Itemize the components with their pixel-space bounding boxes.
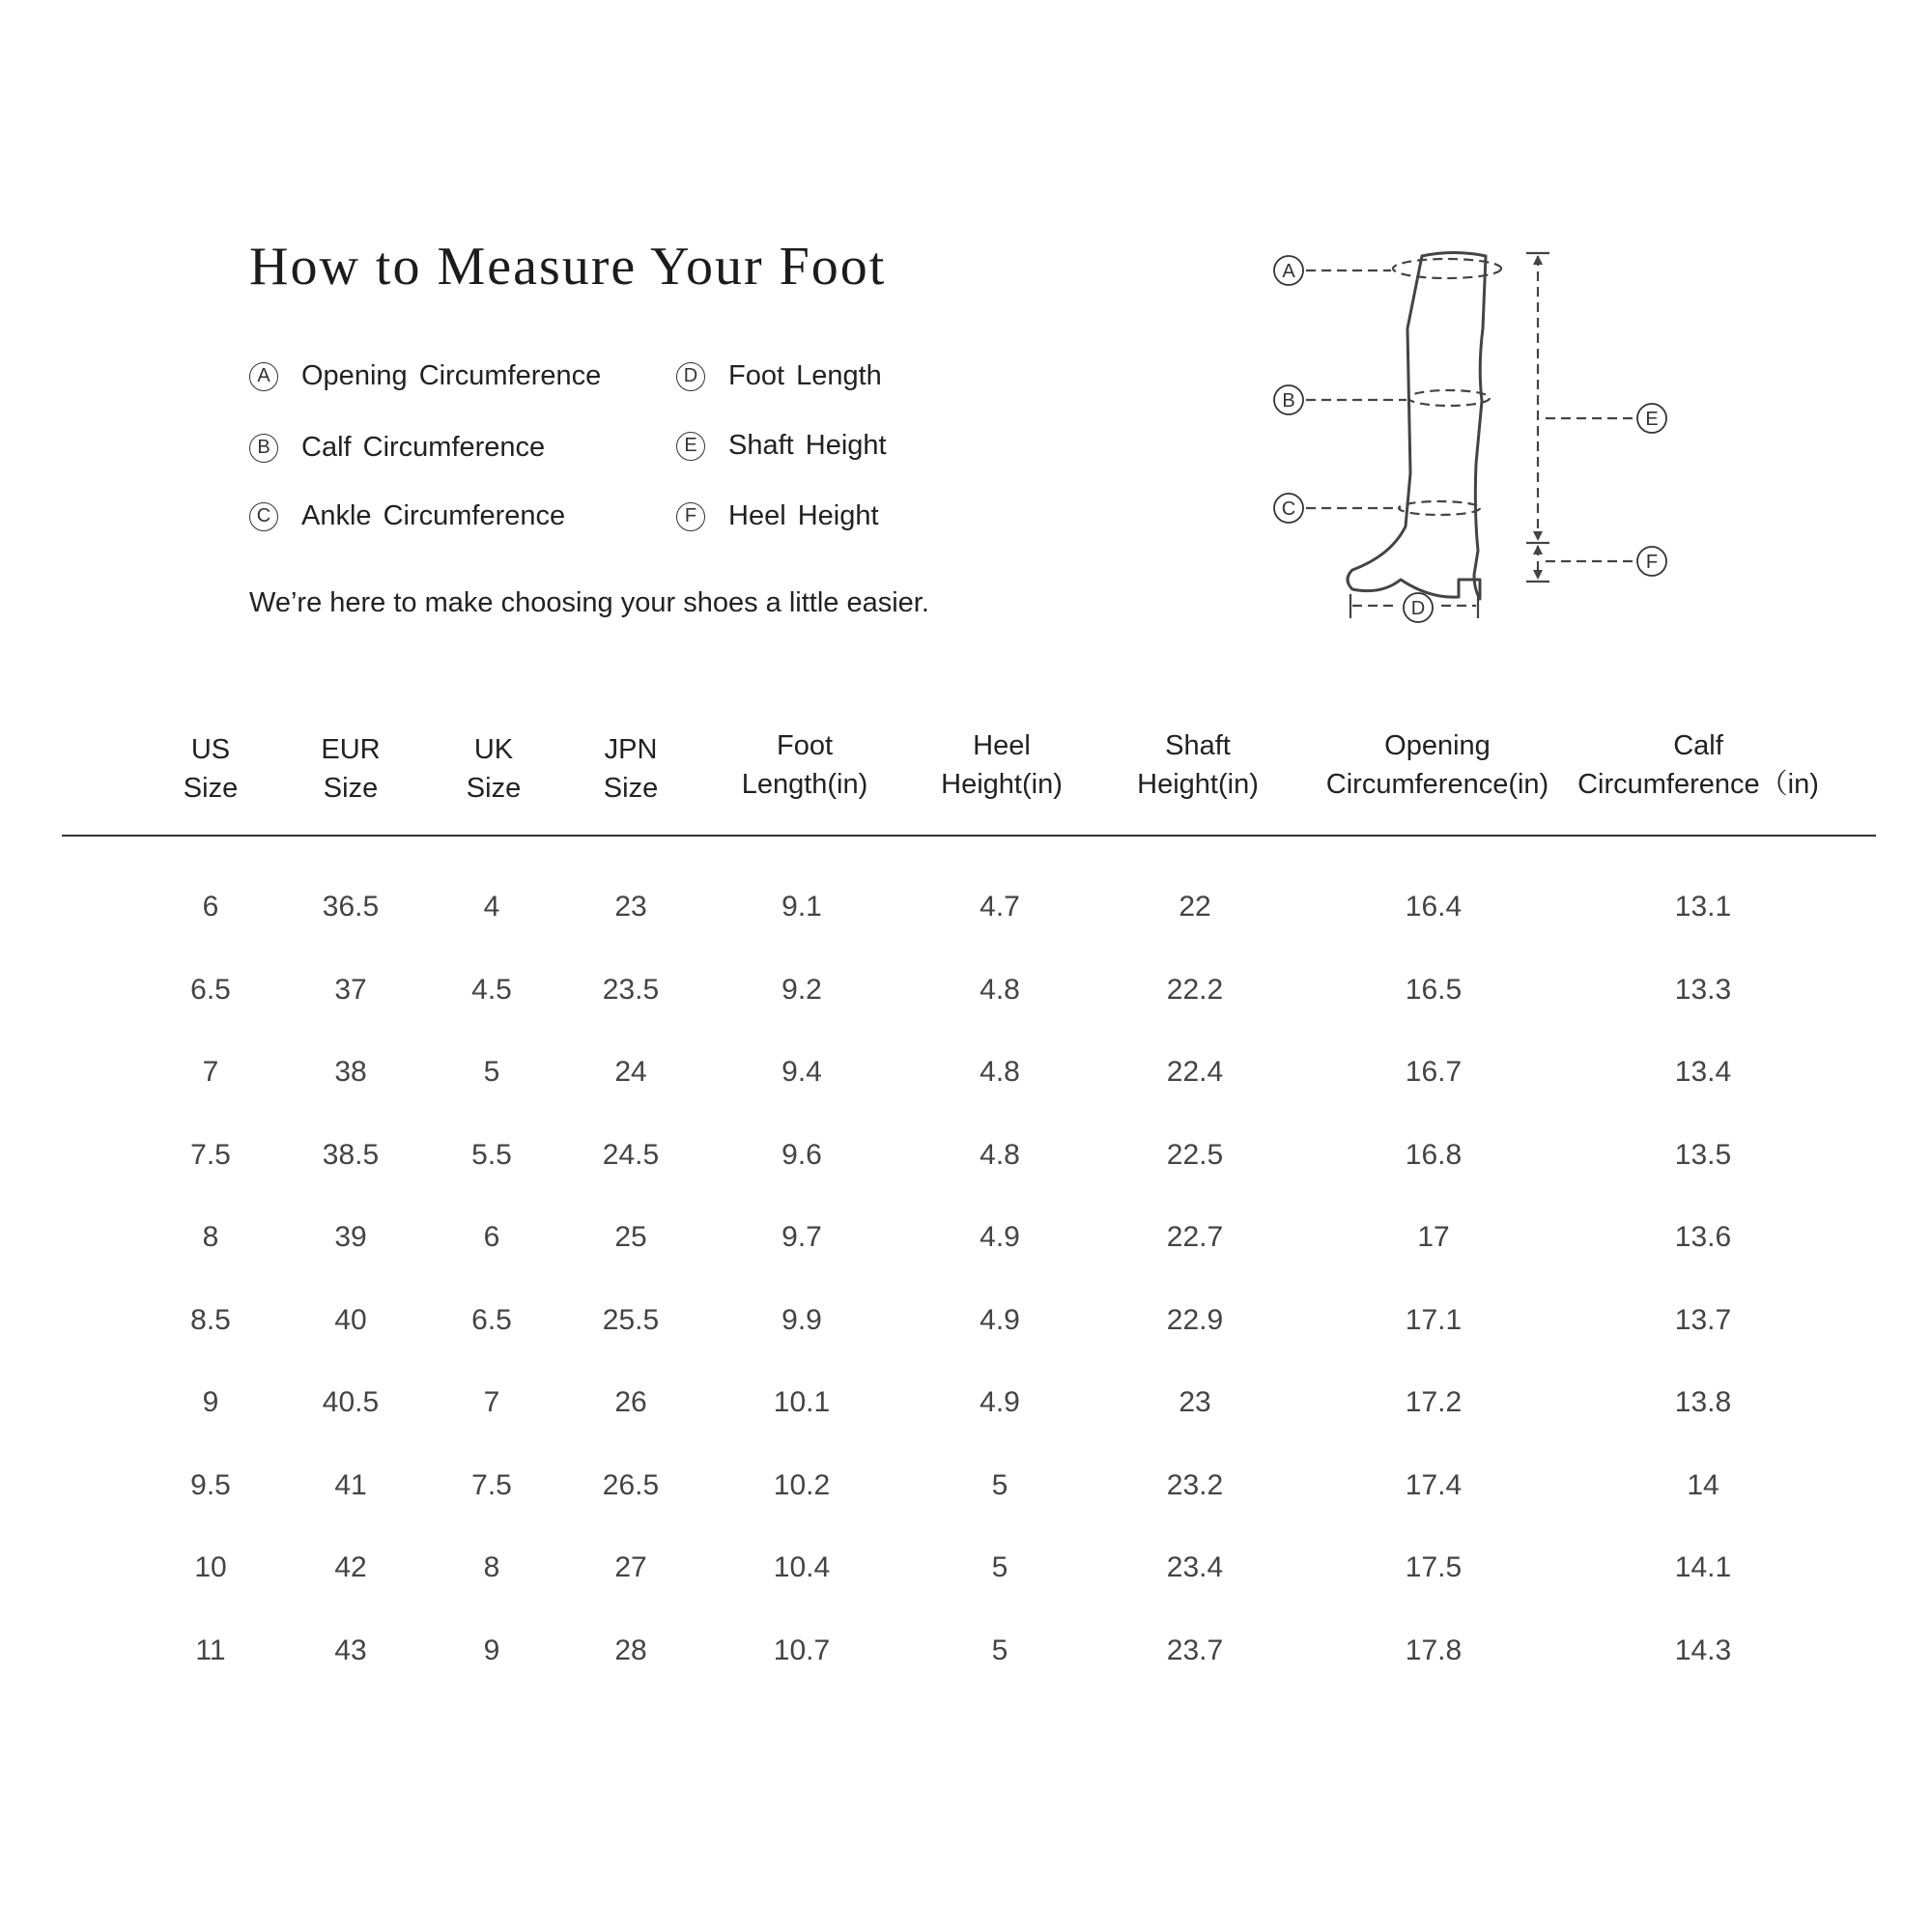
header-us-size: US Size — [183, 734, 239, 804]
table-row — [0, 1386, 1932, 1435]
table-cell: 16.5 — [1405, 973, 1463, 1006]
table-cell: 9 — [483, 1634, 500, 1666]
table-cell: 23.4 — [1166, 1551, 1224, 1583]
table-cell: 5 — [991, 1551, 1009, 1583]
table-row — [0, 974, 1932, 1022]
table-cell: 22.2 — [1166, 973, 1224, 1006]
table-cell: 23.2 — [1166, 1468, 1224, 1501]
table-cell: 22.5 — [1166, 1138, 1224, 1171]
table-cell: 6.5 — [471, 1303, 512, 1336]
legend-label: Opening Circumference — [301, 360, 602, 391]
table-cell: 22 — [1179, 891, 1211, 923]
diagram-label-b: B — [1282, 390, 1295, 412]
table-cell: 17.8 — [1405, 1634, 1463, 1666]
header-heel-height: Heel Height(in) — [941, 730, 1063, 800]
table-cell: 5 — [483, 1056, 500, 1088]
header-divider — [62, 835, 1876, 837]
table-cell: 38 — [334, 1056, 367, 1088]
ankle-ring — [1399, 501, 1480, 515]
table-row — [0, 1634, 1932, 1683]
table-cell: 4.7 — [980, 891, 1020, 923]
table-cell: 11 — [195, 1634, 226, 1666]
letter-a-icon: A — [249, 362, 278, 391]
table-cell: 14.1 — [1674, 1551, 1732, 1583]
legend-item-heel-height — [676, 500, 879, 532]
table-cell: 4.5 — [471, 973, 512, 1006]
table-cell: 25.5 — [602, 1303, 660, 1336]
table-cell: 4.9 — [980, 1221, 1020, 1253]
table-cell: 43 — [334, 1634, 367, 1666]
header-jpn-size: JPN Size — [603, 734, 659, 804]
table-cell: 23.7 — [1166, 1634, 1224, 1666]
letter-d-icon: D — [676, 362, 705, 391]
header-uk-size: UK Size — [466, 734, 522, 804]
table-cell: 8 — [483, 1551, 500, 1583]
table-cell: 7 — [202, 1056, 219, 1088]
table-cell: 36.5 — [322, 891, 380, 923]
table-cell: 13.8 — [1674, 1386, 1732, 1418]
table-row — [0, 1056, 1932, 1104]
table-cell: 4.8 — [980, 1138, 1020, 1171]
table-cell: 4.8 — [980, 1056, 1020, 1088]
legend-label: Shaft Height — [728, 430, 887, 461]
table-cell: 8.5 — [190, 1303, 231, 1336]
table-cell: 9.4 — [781, 1056, 822, 1088]
table-cell: 10 — [194, 1551, 227, 1583]
diagram-label-a: A — [1282, 261, 1295, 282]
table-cell: 25 — [614, 1221, 647, 1253]
table-cell: 16.4 — [1405, 891, 1463, 923]
diagram-label-e: E — [1645, 409, 1659, 430]
table-cell: 13.5 — [1674, 1138, 1732, 1171]
legend-item-foot-length — [676, 360, 882, 392]
table-cell: 39 — [334, 1221, 367, 1253]
table-cell: 13.6 — [1674, 1221, 1732, 1253]
table-cell: 16.7 — [1405, 1056, 1463, 1088]
header-opening-circumference: Opening Circumference(in) — [1325, 730, 1549, 800]
table-cell: 8 — [202, 1221, 219, 1253]
table-cell: 37 — [334, 973, 367, 1006]
table-cell: 9.6 — [781, 1138, 822, 1171]
header-shaft-height: Shaft Height(in) — [1137, 730, 1259, 800]
table-cell: 24.5 — [602, 1138, 660, 1171]
letter-c-icon: C — [249, 502, 278, 531]
letter-e-icon: E — [676, 432, 705, 461]
table-cell: 28 — [614, 1634, 647, 1666]
header-foot-length: Foot Length(in) — [741, 730, 868, 800]
table-cell: 4.9 — [980, 1386, 1020, 1418]
diagram-label-f: F — [1645, 552, 1659, 573]
table-cell: 38.5 — [322, 1138, 380, 1171]
table-cell: 24 — [614, 1056, 647, 1088]
table-cell: 17 — [1417, 1221, 1450, 1253]
table-cell: 26 — [614, 1386, 647, 1418]
table-cell: 23 — [1179, 1386, 1211, 1418]
legend-item-opening-circumference — [249, 360, 601, 392]
table-cell: 13.3 — [1674, 973, 1732, 1006]
table-cell: 9.1 — [781, 891, 822, 923]
table-cell: 22.7 — [1166, 1221, 1224, 1253]
page-title: How to Measure Your Foot — [249, 237, 887, 297]
boot-measurement-diagram — [1246, 232, 1700, 638]
tagline: We’re here to make choosing your shoes a little easier. — [249, 587, 929, 618]
table-cell: 13.7 — [1674, 1303, 1732, 1336]
table-cell: 17.4 — [1405, 1468, 1463, 1501]
table-cell: 17.1 — [1405, 1303, 1463, 1336]
legend-item-ankle-circumference — [249, 500, 565, 532]
letter-f-icon: F — [676, 502, 705, 531]
table-cell: 9.5 — [190, 1468, 231, 1501]
table-cell: 6 — [202, 891, 219, 923]
table-row — [0, 1304, 1932, 1352]
table-cell: 23.5 — [602, 973, 660, 1006]
table-cell: 10.7 — [773, 1634, 831, 1666]
table-cell: 9.2 — [781, 973, 822, 1006]
size-table-header — [0, 726, 1932, 813]
header-eur-size: EUR Size — [321, 734, 381, 804]
table-cell: 41 — [334, 1468, 367, 1501]
table-cell: 4.8 — [980, 973, 1020, 1006]
table-cell: 23 — [614, 891, 647, 923]
table-cell: 9.9 — [781, 1303, 822, 1336]
table-cell: 10.1 — [773, 1386, 831, 1418]
table-cell: 7.5 — [471, 1468, 512, 1501]
table-cell: 13.4 — [1674, 1056, 1732, 1088]
table-row — [0, 1551, 1932, 1600]
table-cell: 10.4 — [773, 1551, 831, 1583]
diagram-label-d: D — [1410, 598, 1426, 619]
table-cell: 40.5 — [322, 1386, 380, 1418]
table-cell: 17.2 — [1405, 1386, 1463, 1418]
table-cell: 16.8 — [1405, 1138, 1463, 1171]
table-row — [0, 1469, 1932, 1518]
table-row — [0, 891, 1932, 939]
diagram-label-c: C — [1281, 498, 1296, 520]
table-cell: 9.7 — [781, 1221, 822, 1253]
table-cell: 22.4 — [1166, 1056, 1224, 1088]
table-row — [0, 1221, 1932, 1269]
header-calf-circumference: Calf Circumference（in) — [1577, 730, 1819, 800]
table-cell: 40 — [334, 1303, 367, 1336]
table-cell: 14 — [1687, 1468, 1719, 1501]
table-cell: 5 — [991, 1634, 1009, 1666]
legend-item-shaft-height — [676, 430, 887, 462]
legend-label: Heel Height — [728, 500, 879, 531]
table-cell: 27 — [614, 1551, 647, 1583]
legend-item-calf-circumference — [249, 432, 545, 464]
table-cell: 14.3 — [1674, 1634, 1732, 1666]
table-cell: 5 — [991, 1468, 1009, 1501]
legend-label: Foot Length — [728, 360, 882, 391]
table-cell: 6.5 — [190, 973, 231, 1006]
boot-outline — [1348, 253, 1486, 600]
table-row — [0, 1139, 1932, 1187]
table-cell: 22.9 — [1166, 1303, 1224, 1336]
legend-label: Ankle Circumference — [301, 500, 566, 531]
table-cell: 42 — [334, 1551, 367, 1583]
table-cell: 10.2 — [773, 1468, 831, 1501]
legend-label: Calf Circumference — [301, 432, 546, 463]
table-cell: 17.5 — [1405, 1551, 1463, 1583]
letter-b-icon: B — [249, 434, 278, 463]
table-cell: 7 — [483, 1386, 500, 1418]
table-cell: 6 — [483, 1221, 500, 1253]
table-cell: 4.9 — [980, 1303, 1020, 1336]
table-cell: 5.5 — [471, 1138, 512, 1171]
table-cell: 9 — [202, 1386, 219, 1418]
calf-ring — [1408, 390, 1490, 406]
table-cell: 13.1 — [1674, 891, 1732, 923]
table-cell: 7.5 — [190, 1138, 231, 1171]
table-cell: 26.5 — [602, 1468, 660, 1501]
table-cell: 4 — [483, 891, 500, 923]
